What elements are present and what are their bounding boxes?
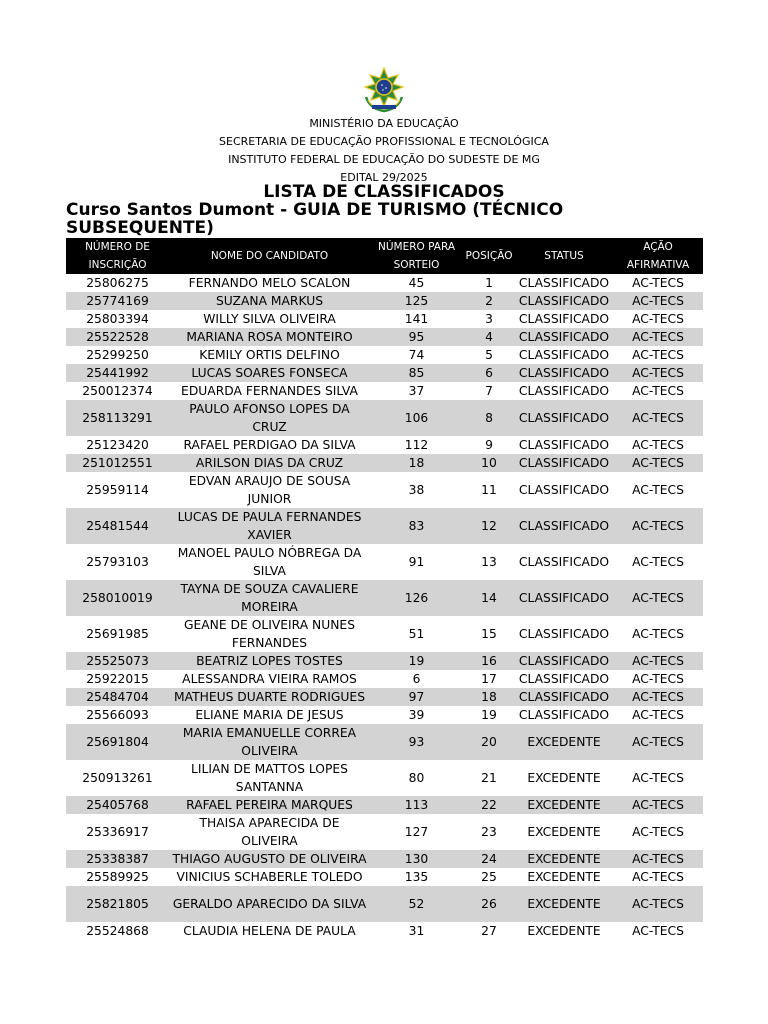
cell-sorteio: 126 (370, 580, 463, 616)
cell-nome: BEATRIZ LOPES TOSTES (169, 652, 370, 670)
cell-inscricao: 25336917 (86, 825, 149, 839)
cell-nome: ELIANE MARIA DE JESUS (195, 708, 344, 722)
cell-sorteio: 135 (404, 870, 429, 884)
cell-inscricao: 25441992 (66, 364, 169, 382)
table-row (66, 688, 703, 706)
cell-status: EXCEDENTE (515, 796, 613, 814)
cell-sorteio: 80 (408, 771, 425, 785)
col-nome: NOME DO CANDIDATO (169, 238, 370, 274)
cell-sorteio: 37 (408, 384, 425, 398)
cell-acao: AC-TECS (613, 328, 703, 346)
cell-status: CLASSIFICADO (518, 384, 610, 398)
cell-status: CLASSIFICADO (518, 555, 610, 569)
cell-nome: EDUARDA FERNANDES SILVA (181, 384, 358, 398)
table-row (66, 346, 703, 364)
cell-sorteio: 112 (404, 438, 429, 452)
cell-posicao: 17 (481, 672, 497, 686)
cell-status: CLASSIFICADO (515, 328, 613, 346)
cell-sorteio: 51 (408, 627, 425, 641)
cell-nome: MATHEUS DUARTE RODRIGUES (169, 688, 370, 706)
cell-status: EXCEDENTE (527, 825, 601, 839)
secretariat-line: SECRETARIA DE EDUCAÇÃO PROFISSIONAL E TECNOLÓGICA (219, 135, 549, 148)
cell-nome: LUCAS SOARES FONSECA (169, 364, 370, 382)
cell-posicao: 15 (481, 627, 497, 641)
cell-status: EXCEDENTE (515, 850, 613, 868)
cell-inscricao: 25959114 (86, 483, 149, 497)
table-row (66, 922, 703, 940)
col-sorteio: NÚMERO PARA SORTEIO (370, 238, 463, 274)
table-row (66, 328, 703, 346)
table-row (66, 274, 703, 292)
table-row (66, 310, 703, 328)
cell-posicao: 26 (463, 886, 515, 922)
cell-sorteio: 113 (370, 796, 463, 814)
cell-inscricao: 250913261 (82, 771, 153, 785)
cell-sorteio: 141 (404, 312, 429, 326)
cell-status: CLASSIFICADO (518, 672, 610, 686)
cell-status: EXCEDENTE (527, 870, 601, 884)
cell-posicao: 1 (485, 276, 493, 290)
table-row (66, 616, 703, 652)
cell-status: EXCEDENTE (527, 771, 601, 785)
cell-nome: RAFAEL PERDIGAO DA SILVA (183, 438, 356, 452)
cell-sorteio: 106 (370, 400, 463, 436)
cell-posicao: 22 (463, 796, 515, 814)
table-row (66, 544, 703, 580)
cell-acao: AC-TECS (613, 724, 703, 760)
cell-nome: PAULO AFONSO LOPES DA CRUZ (169, 400, 370, 436)
cell-posicao: 23 (481, 825, 497, 839)
cell-inscricao: 25691804 (66, 724, 169, 760)
institute-line: INSTITUTO FEDERAL DE EDUCAÇÃO DO SUDESTE DE MG (228, 153, 540, 166)
cell-nome: MARIANA ROSA MONTEIRO (169, 328, 370, 346)
cell-posicao: 4 (463, 328, 515, 346)
cell-acao: AC-TECS (613, 652, 703, 670)
cell-inscricao: 25821805 (66, 886, 169, 922)
cell-status: CLASSIFICADO (518, 438, 610, 452)
table-row (66, 670, 703, 688)
cell-inscricao: 25299250 (86, 348, 149, 362)
cell-inscricao: 25589925 (86, 870, 149, 884)
table-row (66, 400, 703, 436)
cell-inscricao: 25922015 (86, 672, 149, 686)
cell-acao: AC-TECS (632, 924, 684, 938)
cell-nome: TAYNA DE SOUZA CAVALIERE MOREIRA (169, 580, 370, 616)
cell-sorteio: 127 (404, 825, 429, 839)
cell-status: CLASSIFICADO (515, 454, 613, 472)
cell-nome: GERALDO APARECIDO DA SILVA (169, 886, 370, 922)
cell-acao: AC-TECS (632, 870, 684, 884)
cell-nome: MARIA EMANUELLE CORREA OLIVEIRA (169, 724, 370, 760)
cell-sorteio: 97 (370, 688, 463, 706)
cell-acao: AC-TECS (613, 796, 703, 814)
cell-status: CLASSIFICADO (518, 312, 610, 326)
cell-acao: AC-TECS (613, 850, 703, 868)
cell-acao: AC-TECS (632, 708, 684, 722)
col-posicao: POSIÇÃO (463, 238, 515, 274)
col-status: STATUS (515, 238, 613, 274)
cell-inscricao: 25806275 (86, 276, 149, 290)
cell-acao: AC-TECS (632, 276, 684, 290)
cell-nome: MANOEL PAULO NÓBREGA DA SILVA (177, 546, 362, 578)
cell-inscricao: 25484704 (66, 688, 169, 706)
table-row (66, 292, 703, 310)
cell-nome: WILLY SILVA OLIVEIRA (203, 312, 336, 326)
cell-nome: SUZANA MARKUS (169, 292, 370, 310)
cell-acao: AC-TECS (613, 688, 703, 706)
cell-status: CLASSIFICADO (518, 708, 610, 722)
cell-sorteio: 93 (370, 724, 463, 760)
table-row (66, 850, 703, 868)
cell-sorteio: 38 (408, 483, 425, 497)
cell-acao: AC-TECS (632, 348, 684, 362)
cell-status: EXCEDENTE (515, 886, 613, 922)
col-acao: AÇÃO AFIRMATIVA (613, 238, 703, 274)
cell-sorteio: 95 (370, 328, 463, 346)
cell-acao: AC-TECS (632, 627, 684, 641)
cell-posicao: 8 (463, 400, 515, 436)
cell-inscricao: 258113291 (66, 400, 169, 436)
cell-sorteio: 83 (370, 508, 463, 544)
cell-posicao: 16 (463, 652, 515, 670)
table-row (66, 760, 703, 796)
cell-acao: AC-TECS (613, 364, 703, 382)
cell-posicao: 18 (463, 688, 515, 706)
col-inscricao: NÚMERO DE INSCRIÇÃO (66, 238, 169, 274)
cell-status: CLASSIFICADO (518, 483, 610, 497)
coat-of-arms-icon (360, 67, 408, 113)
cell-acao: AC-TECS (632, 672, 684, 686)
cell-nome: ALESSANDRA VIEIRA RAMOS (182, 672, 357, 686)
cell-posicao: 25 (481, 870, 497, 884)
cell-inscricao: 25774169 (66, 292, 169, 310)
page-title: LISTA DE CLASSIFICADOS (263, 182, 505, 202)
table-row (66, 454, 703, 472)
cell-inscricao: 25405768 (66, 796, 169, 814)
cell-inscricao: 25481544 (66, 508, 169, 544)
cell-sorteio: 52 (370, 886, 463, 922)
cell-status: CLASSIFICADO (515, 688, 613, 706)
table-row (66, 706, 703, 724)
cell-posicao: 13 (481, 555, 497, 569)
edital-line: EDITAL 29/2025 (340, 171, 428, 184)
cell-status: EXCEDENTE (515, 724, 613, 760)
cell-nome: LILIAN DE MATTOS LOPES SANTANNA (191, 762, 348, 794)
cell-status: CLASSIFICADO (515, 652, 613, 670)
ministry-line: MINISTÉRIO DA EDUCAÇÃO (309, 117, 459, 130)
cell-posicao: 7 (485, 384, 493, 398)
cell-acao: AC-TECS (632, 438, 684, 452)
cell-inscricao: 250012374 (82, 384, 153, 398)
cell-acao: AC-TECS (613, 292, 703, 310)
institution-header (0, 115, 768, 187)
cell-sorteio: 31 (408, 924, 425, 938)
cell-status: CLASSIFICADO (518, 627, 610, 641)
cell-sorteio: 6 (412, 672, 421, 686)
table-row (66, 724, 703, 760)
cell-sorteio: 91 (408, 555, 425, 569)
cell-nome: LUCAS DE PAULA FERNANDES XAVIER (169, 508, 370, 544)
cell-posicao: 3 (485, 312, 493, 326)
table-row (66, 364, 703, 382)
cell-posicao: 9 (485, 438, 493, 452)
table-row (66, 472, 703, 508)
cell-status: CLASSIFICADO (518, 348, 610, 362)
cell-nome: ARILSON DIAS DA CRUZ (169, 454, 370, 472)
cell-posicao: 11 (481, 483, 497, 497)
cell-acao: AC-TECS (613, 454, 703, 472)
cell-acao: AC-TECS (613, 400, 703, 436)
table-row (66, 652, 703, 670)
cell-status: CLASSIFICADO (515, 364, 613, 382)
cell-posicao: 12 (463, 508, 515, 544)
cell-acao: AC-TECS (613, 886, 703, 922)
cell-posicao: 24 (463, 850, 515, 868)
cell-acao: AC-TECS (632, 384, 684, 398)
cell-inscricao: 25338387 (66, 850, 169, 868)
table-header-row (66, 238, 703, 274)
cell-sorteio: 39 (408, 708, 425, 722)
cell-posicao: 19 (481, 708, 497, 722)
cell-acao: AC-TECS (632, 483, 684, 497)
cell-sorteio: 85 (370, 364, 463, 382)
table-row (66, 382, 703, 400)
cell-sorteio: 18 (370, 454, 463, 472)
classified-table (66, 238, 703, 940)
cell-inscricao: 25123420 (86, 438, 149, 452)
cell-acao: AC-TECS (632, 771, 684, 785)
cell-sorteio: 45 (408, 276, 425, 290)
cell-inscricao: 25566093 (86, 708, 149, 722)
cell-inscricao: 25524868 (86, 924, 149, 938)
cell-status: CLASSIFICADO (518, 276, 610, 290)
cell-posicao: 6 (463, 364, 515, 382)
cell-acao: AC-TECS (632, 555, 684, 569)
cell-acao: AC-TECS (613, 508, 703, 544)
table-body (66, 274, 703, 940)
cell-status: CLASSIFICADO (515, 580, 613, 616)
cell-sorteio: 74 (408, 348, 425, 362)
cell-status: CLASSIFICADO (515, 292, 613, 310)
cell-status: CLASSIFICADO (515, 400, 613, 436)
cell-status: EXCEDENTE (527, 924, 601, 938)
cell-nome: THIAGO AUGUSTO DE OLIVEIRA (169, 850, 370, 868)
cell-nome: FERNANDO MELO SCALON (188, 276, 351, 290)
cell-posicao: 2 (463, 292, 515, 310)
table-row (66, 886, 703, 922)
table-row (66, 436, 703, 454)
cell-acao: AC-TECS (613, 580, 703, 616)
table-row (66, 814, 703, 850)
cell-posicao: 20 (463, 724, 515, 760)
cell-acao: AC-TECS (632, 825, 684, 839)
cell-sorteio: 130 (370, 850, 463, 868)
cell-nome: RAFAEL PEREIRA MARQUES (169, 796, 370, 814)
cell-nome: THAISA APARECIDA DE OLIVEIRA (199, 816, 340, 848)
cell-sorteio: 125 (370, 292, 463, 310)
cell-inscricao: 25522528 (66, 328, 169, 346)
cell-nome: EDVAN ARAUJO DE SOUSA JUNIOR (188, 474, 351, 506)
cell-nome: VINICIUS SCHABERLE TOLEDO (176, 870, 363, 884)
cell-posicao: 14 (463, 580, 515, 616)
cell-nome: CLAUDIA HELENA DE PAULA (183, 924, 356, 938)
cell-inscricao: 251012551 (66, 454, 169, 472)
cell-posicao: 5 (485, 348, 493, 362)
cell-inscricao: 25691985 (86, 627, 149, 641)
cell-inscricao: 25803394 (86, 312, 149, 326)
cell-inscricao: 25793103 (86, 555, 149, 569)
cell-posicao: 21 (481, 771, 497, 785)
table-row (66, 796, 703, 814)
cell-nome: GEANE DE OLIVEIRA NUNES FERNANDES (183, 618, 356, 650)
table-row (66, 580, 703, 616)
course-title: Curso Santos Dumont - GUIA DE TURISMO (TÉCNICO SUBSEQUENTE) (66, 200, 564, 238)
cell-nome: KEMILY ORTIS DELFINO (199, 348, 340, 362)
table-row (66, 508, 703, 544)
cell-status: CLASSIFICADO (515, 508, 613, 544)
cell-posicao: 10 (463, 454, 515, 472)
cell-inscricao: 258010019 (66, 580, 169, 616)
cell-sorteio: 19 (370, 652, 463, 670)
cell-inscricao: 25525073 (66, 652, 169, 670)
cell-acao: AC-TECS (632, 312, 684, 326)
table-row (66, 868, 703, 886)
cell-posicao: 27 (481, 924, 497, 938)
